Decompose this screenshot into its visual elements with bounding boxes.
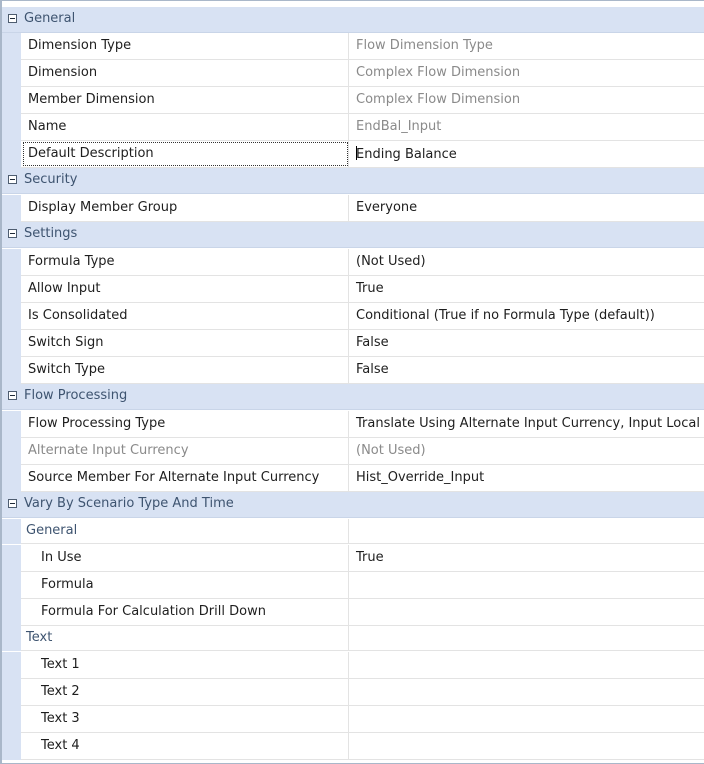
property-value: EndBal_Input	[356, 119, 442, 134]
category-label: General	[24, 11, 76, 26]
property-name: Name	[22, 114, 349, 140]
property-row-formula-drill-down[interactable]	[2, 599, 704, 626]
property-value[interactable]	[350, 706, 704, 732]
property-row-source-member-alt-currency[interactable]	[2, 465, 704, 492]
property-row-alternate-input-currency[interactable]	[2, 438, 704, 465]
property-row-formula[interactable]	[2, 572, 704, 599]
property-value[interactable]	[350, 599, 704, 625]
property-value[interactable]: (Not Used)	[356, 254, 426, 269]
property-value[interactable]: Translate Using Alternate Input Currency, Input Local	[356, 416, 700, 431]
subgroup-label: Text	[22, 626, 349, 650]
category-security[interactable]	[2, 168, 704, 194]
property-name: Text 1	[22, 652, 349, 678]
input-value: Ending Balance	[356, 147, 457, 162]
property-value: (Not Used)	[356, 443, 426, 458]
property-name: Source Member For Alternate Input Currency	[22, 465, 349, 491]
property-name: Switch Sign	[22, 330, 349, 356]
category-label: Vary By Scenario Type And Time	[24, 496, 234, 511]
property-row-dimension[interactable]	[2, 60, 704, 87]
property-row-text-3[interactable]	[2, 706, 704, 733]
collapse-toggle-icon[interactable]	[8, 14, 17, 23]
category-label: Flow Processing	[24, 388, 128, 403]
property-value[interactable]: Hist_Override_Input	[356, 470, 485, 485]
property-value[interactable]	[350, 679, 704, 705]
property-value: Complex Flow Dimension	[356, 92, 521, 107]
property-row-text-1[interactable]	[2, 652, 704, 679]
property-name: Text 2	[22, 679, 349, 705]
property-row-in-use[interactable]	[2, 545, 704, 572]
category-label: Settings	[24, 226, 78, 241]
property-value: Complex Flow Dimension	[356, 65, 521, 80]
default-description-input[interactable]	[350, 141, 704, 167]
property-row-switch-type[interactable]	[2, 357, 704, 384]
subgroup-text	[2, 626, 704, 651]
property-row-flow-processing-type[interactable]	[2, 411, 704, 438]
property-name: Formula For Calculation Drill Down	[22, 599, 349, 625]
subgroup-label: General	[22, 519, 349, 543]
property-name: Default Description	[22, 141, 349, 167]
property-value[interactable]: True	[356, 281, 384, 296]
property-name: In Use	[22, 545, 349, 571]
property-value[interactable]	[350, 652, 704, 678]
property-name: Formula	[22, 572, 349, 598]
property-name: Flow Processing Type	[22, 411, 349, 437]
property-row-default-description[interactable]	[2, 141, 704, 168]
property-row-display-member-group[interactable]	[2, 195, 704, 222]
property-value[interactable]: False	[356, 335, 389, 350]
category-flow-processing[interactable]	[2, 384, 704, 410]
property-name: Is Consolidated	[22, 303, 349, 329]
property-value[interactable]: Conditional (True if no Formula Type (default))	[356, 308, 655, 323]
property-row-formula-type[interactable]	[2, 249, 704, 276]
property-row-text-2[interactable]	[2, 679, 704, 706]
property-name: Display Member Group	[22, 195, 349, 221]
property-name: Switch Type	[22, 357, 349, 383]
property-row-switch-sign[interactable]	[2, 330, 704, 357]
property-name: Formula Type	[22, 249, 349, 275]
property-value[interactable]	[350, 733, 704, 759]
property-value[interactable]: True	[356, 550, 384, 565]
collapse-toggle-icon[interactable]	[8, 175, 17, 184]
category-general[interactable]	[2, 7, 704, 33]
category-vary-by-scenario[interactable]	[2, 492, 704, 518]
property-row-text-4[interactable]	[2, 733, 704, 760]
property-value[interactable]: Everyone	[356, 200, 418, 215]
subgroup-general	[2, 519, 704, 544]
collapse-toggle-icon[interactable]	[8, 499, 17, 508]
property-name: Dimension Type	[22, 33, 349, 59]
collapse-toggle-icon[interactable]	[8, 391, 17, 400]
property-row-is-consolidated[interactable]	[2, 303, 704, 330]
collapse-toggle-icon[interactable]	[8, 229, 17, 238]
property-row-allow-input[interactable]	[2, 276, 704, 303]
property-value[interactable]: False	[356, 362, 389, 377]
property-row-member-dimension[interactable]	[2, 87, 704, 114]
category-label: Security	[24, 172, 78, 187]
property-name: Allow Input	[22, 276, 349, 302]
property-value[interactable]	[350, 572, 704, 598]
property-name: Alternate Input Currency	[22, 438, 349, 464]
property-name: Dimension	[22, 60, 349, 86]
property-value: Flow Dimension Type	[356, 38, 493, 53]
property-row-name[interactable]	[2, 114, 704, 141]
property-row-dimension-type[interactable]	[2, 33, 704, 60]
property-name: Text 4	[22, 733, 349, 759]
property-name: Text 3	[22, 706, 349, 732]
category-settings[interactable]	[2, 222, 704, 248]
property-name: Member Dimension	[22, 87, 349, 113]
